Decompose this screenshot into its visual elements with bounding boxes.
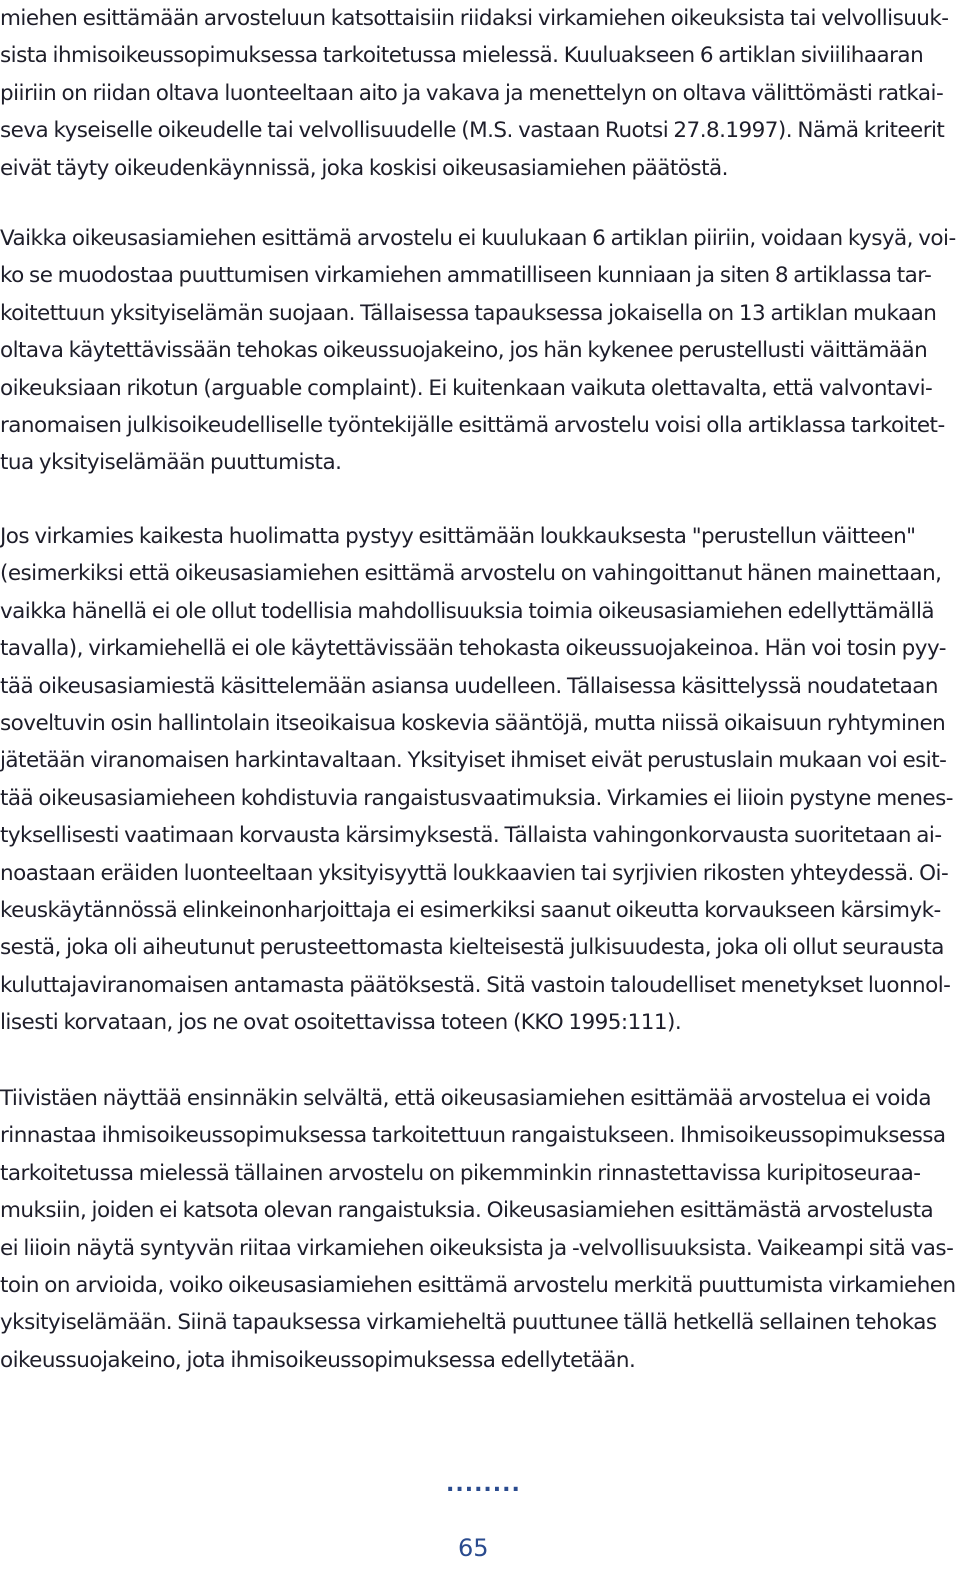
- text-line: sista ihmisoikeussopimuksessa tarkoitetussa mielessä. Kuuluakseen 6 artiklan siviilihaaran: [0, 43, 924, 69]
- text-line: kuluttajaviranomaisen antamasta päätöksestä. Sitä vastoin taloudelliset menetykset luonnol-: [0, 972, 951, 998]
- text-line: (esimerkiksi että oikeusasiamiehen esittämä arvostelu on vahingoittanut hänen mainettaan,: [0, 561, 942, 587]
- text-line: Tiivistäen näyttää ensinnäkin selvältä, että oikeusasiamiehen esittämää arvostelua ei voida: [0, 1086, 932, 1111]
- text-line: tarkoitetussa mielessä tällainen arvostelu on pikemminkin rinnastettavissa kuripitoseuraa-: [0, 1160, 921, 1186]
- text-line: rinnastaa ihmisoikeussopimuksessa tarkoitettuun rangaistukseen. Ihmisoikeussopimuksessa: [0, 1123, 946, 1149]
- text-line: tyksellisesti vaatimaan korvausta kärsimyksestä. Tällaista vahingonkorvausta suoritetaan ai-: [0, 823, 942, 849]
- text-line: miehen esittämään arvosteluun katsottaisiin riidaksi virkamiehen oikeuksista tai velvollisuuk-: [0, 6, 949, 31]
- text-line: ranomaisen julkisoikeudelliselle työntekijälle esittämä arvostelu voisi olla artiklassa tarkoitet-: [0, 412, 945, 438]
- text-line: piiriin on riidan oltava luonteeltaan aito ja vakava ja menettelyn on oltava välittömästi ratkai-: [0, 80, 944, 106]
- text-line: vaikka hänellä ei ole ollut todellisia mahdollisuuksia toimia oikeusasiamiehen edellyttämällä: [0, 598, 935, 624]
- text-line: ei liioin näytä syntyvän riitaa virkamiehen oikeuksista ja -velvollisuuksista. Vaikeampi sitä vas-: [0, 1235, 954, 1261]
- text-line: soveltuvin osin hallintolain itseoikaisua koskevia sääntöjä, mutta niissä oikaisuun ryhtyminen: [0, 710, 946, 736]
- paragraph-2: [0, 220, 960, 482]
- text-line: yksityiselämään. Siinä tapauksessa virkamieheltä puuttunee tällä hetkellä sellainen tehokas: [0, 1310, 937, 1336]
- text-line: ko se muodostaa puuttumisen virkamiehen ammatilliseen kunniaan ja siten 8 artiklassa tar-: [0, 263, 932, 289]
- text-line: sestä, joka oli aiheutunut perusteettomasta kielteisestä julkisuudesta, joka oli ollut seurausta: [0, 935, 944, 961]
- footer-dots: ........: [446, 1472, 521, 1497]
- text-line: keuskäytännössä elinkeinonharjoittaja ei esimerkiksi saanut oikeutta korvaukseen kärsimyk-: [0, 897, 941, 923]
- text-line: oikeuksiaan rikotun (arguable complaint). Ei kuitenkaan vaikuta olettavalta, että valvontavi-: [0, 375, 933, 401]
- text-line: noastaan eräiden luonteeltaan yksityisyyttä loukkaavien tai syrjivien rikosten yhteydessä. Oi-: [0, 860, 949, 886]
- text-line: toin on arvioida, voiko oikeusasiamiehen esittämä arvostelu merkitä puuttumista virkamiehen: [0, 1272, 956, 1298]
- text-line: tää oikeusasiamieheen kohdistuvia rangaistusvaatimuksia. Virkamies ei liioin pystyne menes-: [0, 785, 953, 811]
- text-line: oikeussuojakeino, jota ihmisoikeussopimuksessa edellytetään.: [0, 1347, 636, 1373]
- paragraph-4: [0, 1080, 960, 1379]
- text-line: tää oikeusasiamiestä käsittelemään asiansa uudelleen. Tällaisessa käsittelyssä noudatetaan: [0, 673, 939, 699]
- text-line: tavalla), virkamiehellä ei ole käytettävissään tehokasta oikeussuojakeinoa. Hän voi tosin pyy-: [0, 636, 946, 662]
- page-number: 65: [458, 1534, 489, 1562]
- text-line: eivät täyty oikeudenkäynnissä, joka koskisi oikeusasiamiehen päätöstä.: [0, 155, 728, 181]
- paragraph-1: [0, 0, 960, 187]
- text-line: koitettuun yksityiselämän suojaan. Tällaisessa tapauksessa jokaisella on 13 artiklan mukaan: [0, 300, 937, 326]
- text-line: Jos virkamies kaikesta huolimatta pystyy esittämään loukkauksesta "perustellun väitteen": [0, 524, 916, 549]
- text-line: tua yksityiselämään puuttumista.: [0, 450, 342, 476]
- text-line: muksiin, joiden ei katsota olevan rangaistuksia. Oikeusasiamiehen esittämästä arvostelusta: [0, 1198, 934, 1224]
- text-line: Vaikka oikeusasiamiehen esittämä arvostelu ei kuulukaan 6 artiklan piiriin, voidaan kysyä, voi-: [0, 226, 956, 251]
- text-line: oltava käytettävissään tehokas oikeussuojakeino, jos hän kykenee perustellusti väittämään: [0, 338, 928, 364]
- text-line: seva kyseiselle oikeudelle tai velvollisuudelle (M.S. vastaan Ruotsi 27.8.1997). Nämä kriteerit: [0, 118, 945, 144]
- text-line: jätetään viranomaisen harkintavaltaan. Yksityiset ihmiset eivät perustuslain mukaan voi esit-: [0, 748, 947, 774]
- text-line: lisesti korvataan, jos ne ovat osoitettavissa toteen (KKO 1995:111).: [0, 1010, 682, 1036]
- paragraph-3: [0, 518, 960, 1041]
